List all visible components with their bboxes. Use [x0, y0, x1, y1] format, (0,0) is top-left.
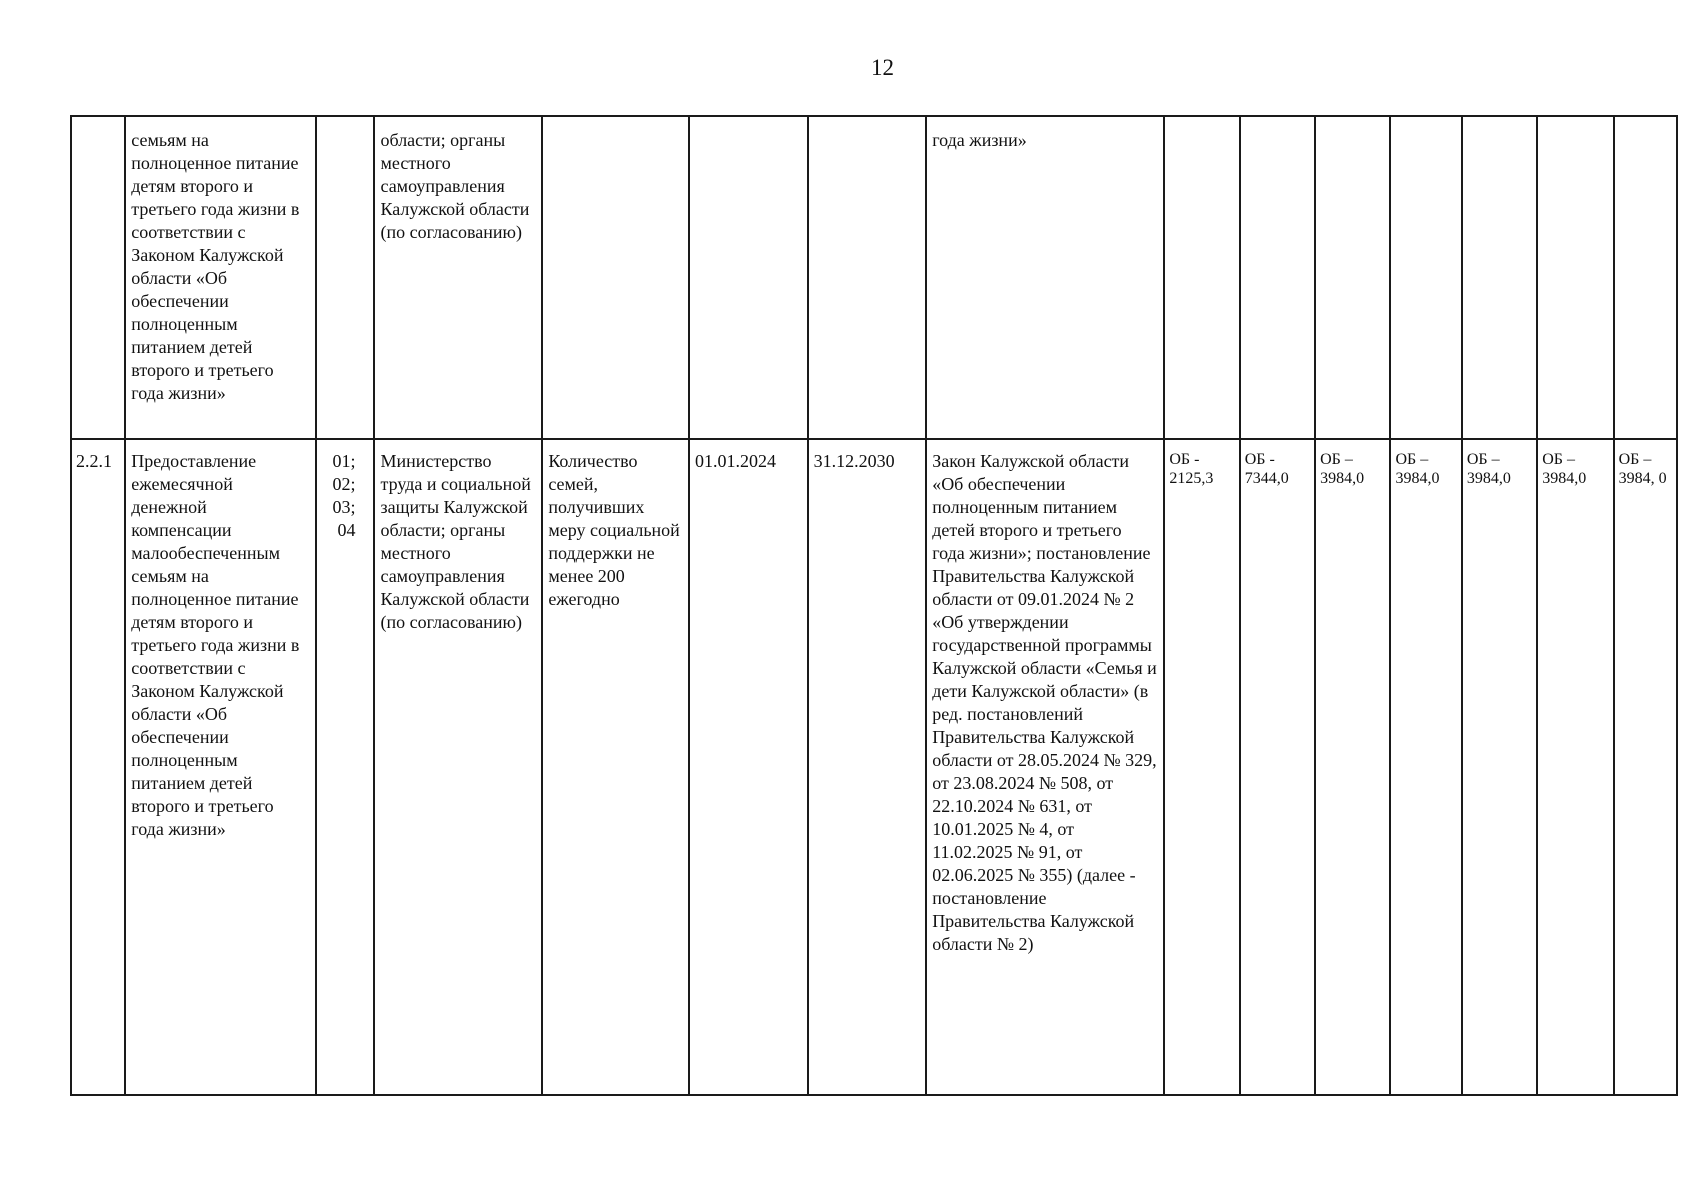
financing-cell — [1390, 116, 1461, 439]
codes-cell — [316, 439, 374, 1095]
table-row — [71, 116, 1677, 439]
table-row — [71, 439, 1677, 1095]
financing-cell — [1240, 116, 1315, 439]
financing-cell — [1164, 116, 1239, 439]
financing-cell — [1315, 116, 1390, 439]
financing-cell: ОБ – 3984,0 — [1390, 439, 1461, 1095]
legal-basis-cell: Закон Калужской области «Об обеспечении полноценным питанием детей второго и третьего года жизни»; постановление Правительства Калужской области от 09.01.2024 № 2 «Об утверждении государственной программы Калужской области «Семья и дети Калужской области» (в ред. постановлений Правительства Калужской области от 28.05.2024 № 329, от 23.08.2024 № 508, от 22.10.2024 № 631, от 10.01.2025 № 4, от 11.02.2025 № 91, от 02.06.2025 № 355) (далее - постановление Правительства Калужской области № 2) — [926, 439, 1164, 1095]
end-date-cell: 31.12.2030 — [808, 439, 927, 1095]
measure-cell: семьям на полноценное питание детям второго и третьего года жизни в соответствии с Законом Калужской области «Об обеспечении полноценным питанием детей второго и третьего года жизни» — [125, 116, 316, 439]
financing-cell: ОБ – 3984,0 — [1537, 439, 1613, 1095]
financing-cell — [1462, 116, 1537, 439]
row-number-cell — [71, 116, 125, 439]
financing-cell: ОБ – 3984,0 — [1315, 439, 1390, 1095]
code-item: 04 — [337, 520, 356, 540]
end-date-cell — [808, 116, 927, 439]
code-item: 02; — [332, 474, 356, 494]
financing-cell: ОБ - 2125,3 — [1164, 439, 1239, 1095]
indicator-cell — [542, 116, 689, 439]
financing-cell: ОБ – 3984, 0 — [1614, 439, 1677, 1095]
measure-cell: Предоставление ежемесячной денежной компенсации малообеспеченным семьям на полноценное питание детям второго и третьего года жизни в соответствии с Законом Калужской области «Об обеспечении полноценным питанием детей второго и третьего года жизни» — [125, 439, 316, 1095]
legal-basis-cell: года жизни» — [926, 116, 1164, 439]
financing-cell — [1614, 116, 1677, 439]
start-date-cell: 01.01.2024 — [689, 439, 808, 1095]
start-date-cell — [689, 116, 808, 439]
codes-cell — [316, 116, 374, 439]
financing-cell: ОБ - 7344,0 — [1240, 439, 1315, 1095]
page-number: 12 — [871, 55, 894, 80]
executor-cell: области; органы местного самоуправления Калужской области (по согласованию) — [374, 116, 542, 439]
code-item: 01; — [332, 451, 356, 471]
financing-cell — [1537, 116, 1613, 439]
code-item: 03; — [332, 497, 356, 517]
indicator-cell: Количество семей, получивших меру социальной поддержки не менее 200 ежегодно — [542, 439, 689, 1095]
measures-table — [70, 115, 1678, 1096]
financing-cell: ОБ – 3984,0 — [1462, 439, 1537, 1095]
row-number-cell: 2.2.1 — [71, 439, 125, 1095]
executor-cell: Министерство труда и социальной защиты Калужской области; органы местного самоуправления Калужской области (по согласованию) — [374, 439, 542, 1095]
